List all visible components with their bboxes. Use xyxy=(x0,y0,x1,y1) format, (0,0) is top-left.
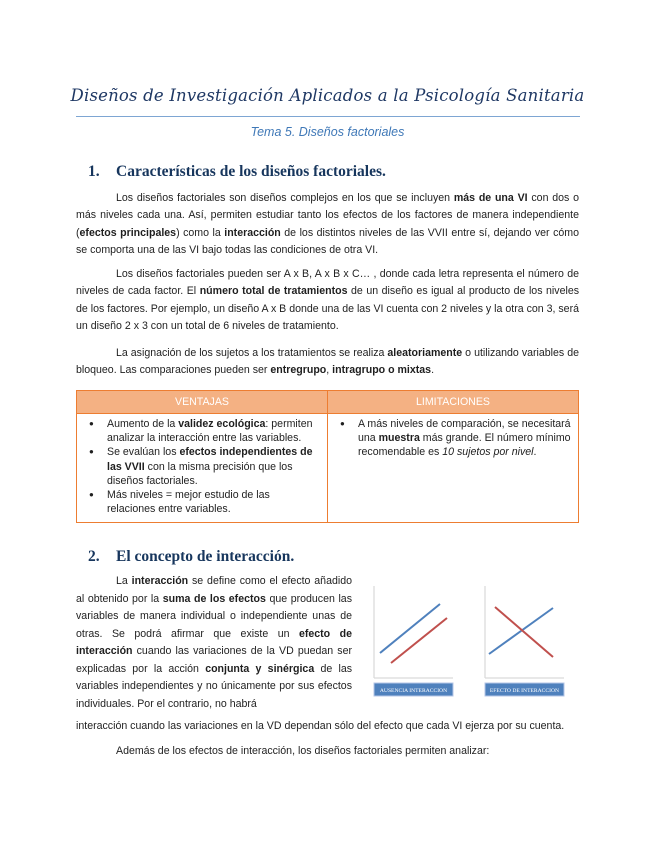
advantages-limitations-table xyxy=(76,390,579,523)
limitaciones-cell xyxy=(328,414,579,523)
blue-line xyxy=(380,604,440,653)
section-title: Características de los diseños factoriales. xyxy=(116,163,386,180)
title-divider xyxy=(76,116,580,117)
ventajas-cell xyxy=(77,414,328,523)
left-figure-label: AUSENCIA INTERACCION xyxy=(379,688,448,694)
no-interaction-plot xyxy=(374,586,453,696)
section-number: 2. xyxy=(88,548,100,565)
section-title: El concepto de interacción. xyxy=(116,548,295,565)
paragraph: Los diseños factoriales son diseños complejos en los que se incluyen más de una VI con dos o más niveles cada una. Así, permiten estudiar tanto los efectos de los factores de manera independiente (efectos principales) como la interacción de los distintos niveles de las VVII entre sí, dejando ver cómo se comporta una de las VI bajo todas las condiciones de otra VI. xyxy=(76,192,579,256)
document-title: Diseños de Investigación Aplicados a la Psicología Sanitaria xyxy=(70,86,585,105)
interaction-figure xyxy=(367,584,579,700)
paragraph-continuation: interacción cuando las variaciones en la VD dependan sólo del efecto que cada VI ejerza por su cuenta. xyxy=(76,720,565,732)
paragraph: Los diseños factoriales pueden ser A x B, A x B x C… , donde cada letra representa el número de niveles de cada factor. El número total de tratamientos de un diseño es igual al producto de los niveles de los factores. Por ejemplo, un diseño A x B donde una de las VI cuenta con 2 niveles y la otra con 3, será un diseño 2 x 3 con un total de 6 niveles de tratamiento. xyxy=(76,268,580,332)
section-2-heading xyxy=(88,548,294,566)
list-item: ● Se evalúan los efectos independientes de las VVII con la misma precisión que los diseños factoriales. xyxy=(83,445,321,488)
section-1-heading xyxy=(88,163,386,181)
paragraph: La asignación de los sujetos a los tratamientos se realiza aleatoriamente o utilizando variables de bloqueo. Las comparaciones pueden ser entregrupo, intragrupo o mixtas. xyxy=(76,347,579,377)
list-item: ● Aumento de la validez ecológica: permiten analizar la interacción entre las variables. xyxy=(83,417,321,445)
paragraph: Además de los efectos de interacción, los diseños factoriales permiten analizar: xyxy=(116,745,490,757)
topic-subtitle: Tema 5. Diseños factoriales xyxy=(250,125,405,139)
list-item: ● Más niveles = mejor estudio de las relaciones entre variables. xyxy=(83,488,321,516)
header-limitaciones: LIMITACIONES xyxy=(328,391,579,414)
header-ventajas: VENTAJAS xyxy=(77,391,328,414)
interaction-plot xyxy=(485,586,564,696)
list-item: ● A más niveles de comparación, se necesitará una muestra más grande. El número mínimo recomendable es 10 sujetos por nivel. xyxy=(334,417,572,460)
section-number: 1. xyxy=(88,163,100,180)
right-figure-label: EFECTO DE INTERACCION xyxy=(489,688,560,694)
red-line xyxy=(391,618,447,663)
blue-line xyxy=(489,608,553,654)
paragraph: La interacción se define como el efecto añadido al obtenido por la suma de los efectos que producen las variables de manera individual o independiente unas de otras. Se podrá afirmar que existe un efecto de interacción cuando las variaciones de la VD puedan ser explicadas por la acción conjunta y sinérgica de las variables independientes y no únicamente por sus efectos individuales. Por el contrario, no habrá xyxy=(76,575,353,710)
